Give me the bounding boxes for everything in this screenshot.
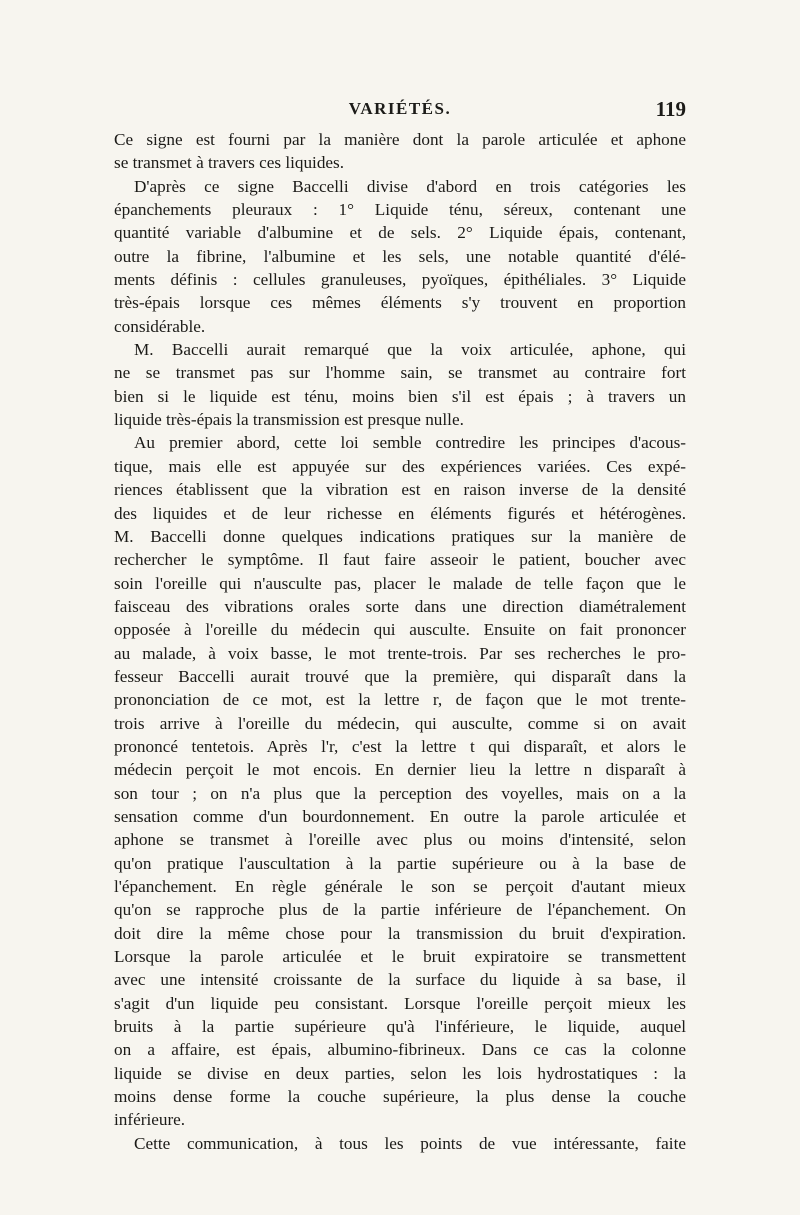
text-line: Lorsque la parole articulée et le bruit expiratoire se transmettent (114, 947, 686, 967)
text-line: s'agit d'un liquide peu consistant. Lorsque l'oreille perçoit mieux les (114, 993, 686, 1013)
text-line: soin l'oreille qui n'ausculte pas, placer le malade de telle façon que le (114, 573, 686, 593)
text-line: très-épais lorsque ces mêmes éléments s'y trouvent en proportion (114, 293, 686, 313)
text-line: ne se transmet pas sur l'homme sain, se transmet au contraire fort (114, 363, 686, 383)
text-line: l'épanchement. En règle générale le son se perçoit d'autant mieux (114, 877, 686, 896)
text-line: fesseur Baccelli aurait trouvé que la première, qui disparaît dans la (114, 666, 686, 686)
text-line: ments définis : cellules granuleuses, pyoïques, épithéliales. 3° Liquide (114, 270, 686, 290)
text-line: Au premier abord, cette loi semble contredire les principes d'acous- (134, 433, 686, 453)
text-line: sensation comme d'un bourdonnement. En outre la parole articulée et (114, 806, 686, 826)
text-line: prononciation de ce mot, est la lettre r, de façon que le mot trente- (114, 690, 686, 710)
body-text (114, 128, 686, 1155)
text-line: aphone se transmet à l'oreille avec plus ou moins d'intensité, selon (114, 830, 686, 850)
text-line: bien si le liquide est ténu, moins bien s'il est épais ; à travers un (114, 386, 686, 406)
text-line: tique, mais elle est appuyée sur des expériences variées. Ces expé- (114, 456, 686, 476)
text-line: riences établissent que la vibration est en raison inverse de la densité (114, 480, 686, 500)
text-line: son tour ; on n'a plus que la perception des voyelles, mais on a la (114, 783, 686, 803)
text-line: prononcé tentetois. Après l'r, c'est la lettre t qui disparaît, et alors le (114, 736, 686, 756)
text-line: liquide très-épais la transmission est presque nulle. (114, 410, 464, 430)
text-line: opposée à l'oreille du médecin qui ausculte. Ensuite on fait prononcer (114, 620, 686, 640)
running-title: VARIÉTÉS. (348, 99, 452, 118)
text-line: épanchements pleuraux : 1° Liquide ténu, séreux, contenant une (114, 200, 686, 220)
text-line: des liquides et de leur richesse en éléments figurés et hétérogènes. (114, 503, 686, 523)
text-line: se transmet à travers ces liquides. (114, 153, 345, 173)
text-line: outre la fibrine, l'albumine et les sels, une notable quantité d'élé- (114, 246, 686, 266)
text-line: quantité variable d'albumine et de sels. 2° Liquide épais, contenant, (114, 223, 686, 243)
text-line: médecin perçoit le mot encois. En dernier lieu la lettre n disparaît à (114, 760, 686, 780)
text-line: faisceau des vibrations orales sorte dans une direction diamétralement (114, 596, 686, 616)
text-line: inférieure. (114, 1110, 186, 1130)
text-line: M. Baccelli aurait remarqué que la voix articulée, aphone, qui (134, 340, 686, 360)
text-line: avec une intensité croissante de la surface du liquide à sa base, il (114, 970, 686, 990)
text-line: rechercher le symptôme. Il faut faire asseoir le patient, boucher avec (114, 550, 686, 570)
text-line: M. Baccelli donne quelques indications pratiques sur la manière de (114, 526, 686, 546)
text-line: liquide se divise en deux parties, selon les lois hydrostatiques : la (114, 1063, 686, 1083)
text-line: D'après ce signe Baccelli divise d'abord en trois catégories les (134, 176, 686, 196)
text-line: qu'on se rapproche plus de la partie inférieure de l'épanchement. On (114, 900, 686, 920)
text-line: au malade, à voix basse, le mot trente-trois. Par ses recherches le pro- (114, 643, 686, 663)
text-line: on a affaire, est épais, albumino-fibrineux. Dans ce cas la colonne (114, 1040, 686, 1060)
page-number: 119 (655, 97, 686, 121)
text-line: considérable. (114, 316, 206, 336)
text-line: Cette communication, à tous les points de vue intéressante, faite (134, 1133, 686, 1153)
page-header (114, 99, 686, 125)
text-line: Ce signe est fourni par la manière dont la parole articulée et aphone (114, 130, 686, 149)
text-line: doit dire la même chose pour la transmission du bruit d'expiration. (114, 923, 686, 943)
text-line: bruits à la partie supérieure qu'à l'inférieure, le liquide, auquel (114, 1017, 686, 1037)
text-line: moins dense forme la couche supérieure, la plus dense la couche (114, 1087, 686, 1107)
text-line: qu'on pratique l'auscultation à la partie supérieure ou à la base de (114, 853, 686, 873)
text-line: trois arrive à l'oreille du médecin, qui ausculte, comme si on avait (114, 713, 686, 733)
